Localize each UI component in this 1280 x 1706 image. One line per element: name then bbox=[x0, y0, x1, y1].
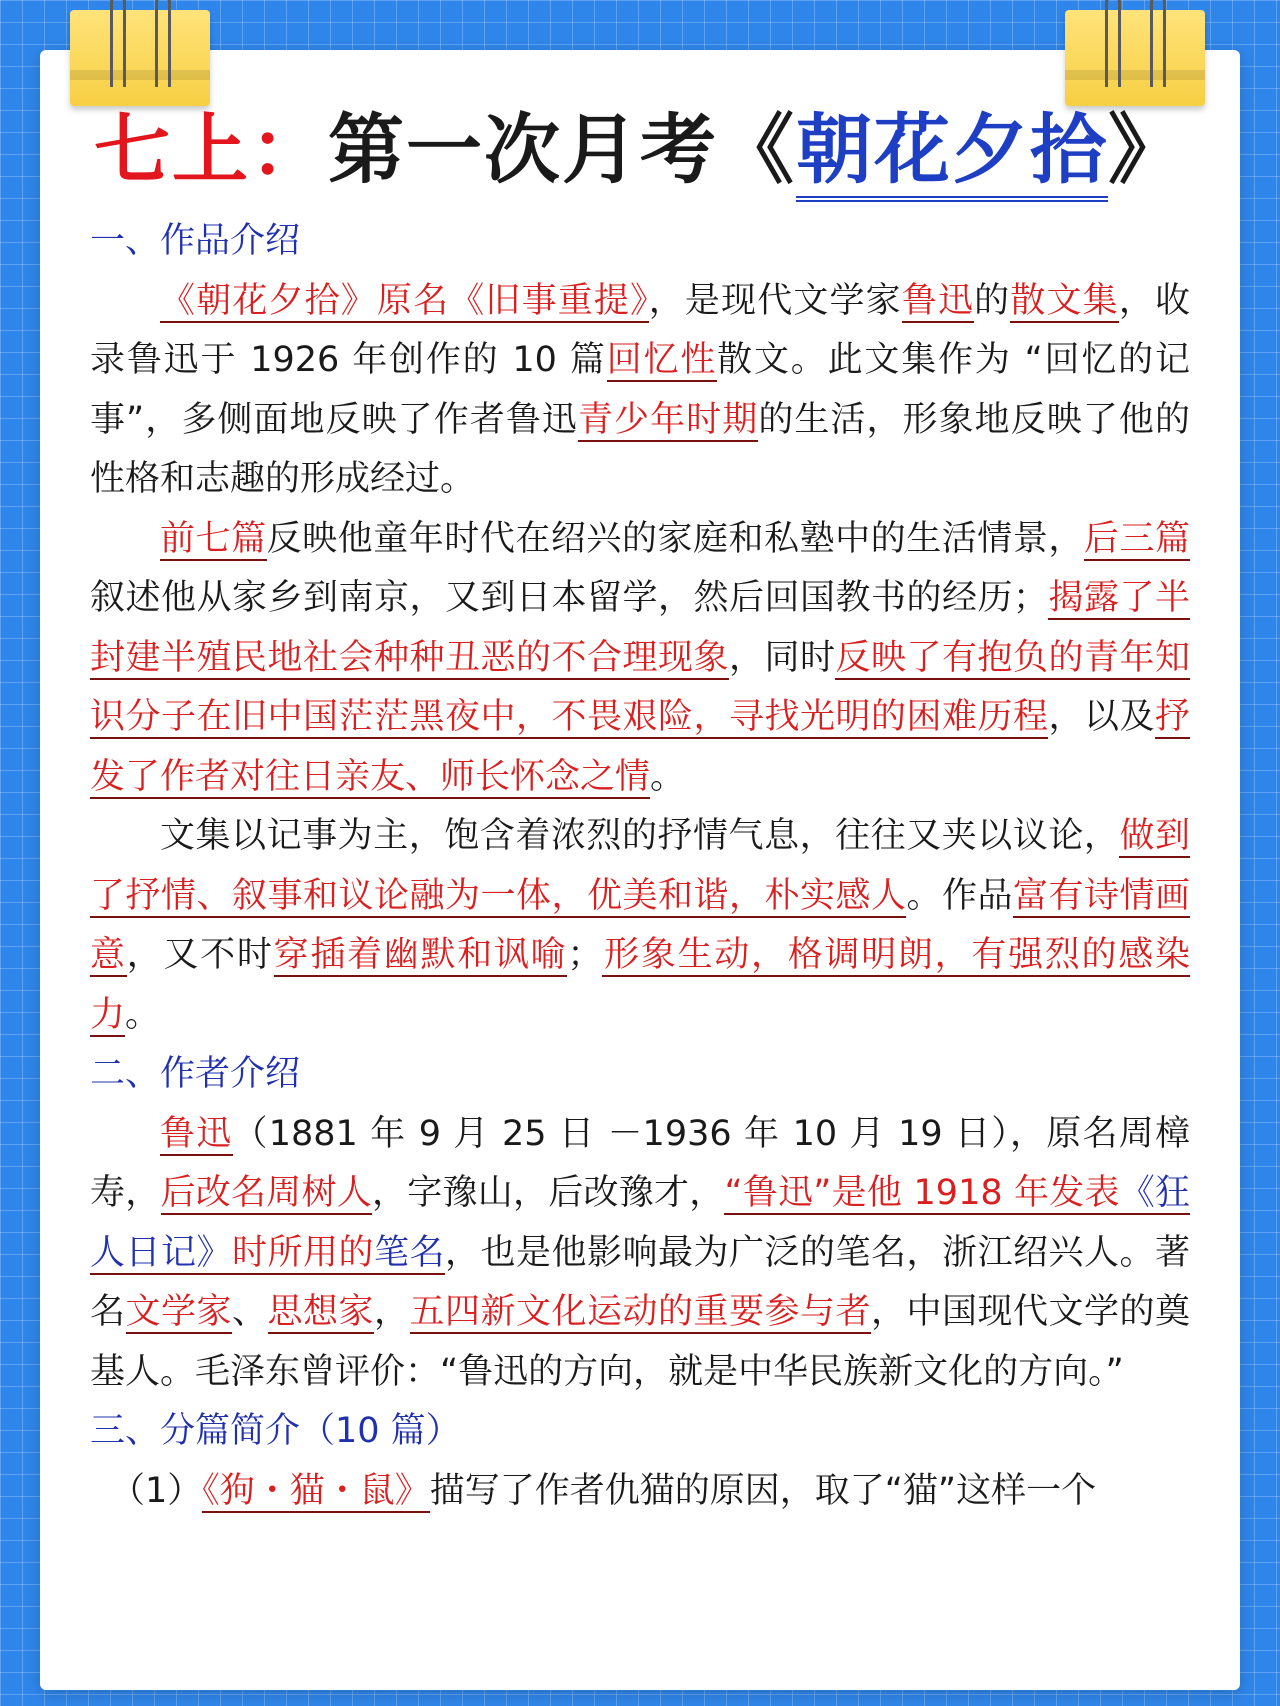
highlight: 做到了抒情、叙事和议论融为一体，优美和谐，朴实感人 bbox=[90, 816, 1190, 916]
text: 的 bbox=[974, 280, 1011, 321]
section-heading-author: 二、作者介绍 bbox=[90, 1054, 301, 1094]
paragraph-work-intro bbox=[90, 272, 1190, 510]
highlight: 文学家 bbox=[125, 1292, 232, 1332]
clip-wire bbox=[1150, 0, 1166, 87]
paragraph-work-style bbox=[90, 807, 1190, 1045]
page-title bbox=[0, 100, 1280, 200]
highlight-blue: 《狂人日记》 bbox=[90, 1173, 1190, 1273]
clip-wire bbox=[155, 0, 171, 87]
title-book: 朝花夕拾 bbox=[796, 105, 1108, 202]
title-grade: 七上： bbox=[94, 105, 328, 194]
highlight: 后三篇 bbox=[1083, 518, 1190, 559]
text: 描写了作者仇猫的原因，取了“猫”这样一个 bbox=[429, 1470, 1097, 1511]
document-body bbox=[90, 212, 1190, 1521]
text: ； bbox=[567, 935, 603, 975]
highlight: 富有诗情画意 bbox=[90, 875, 1190, 975]
chapter-item bbox=[90, 1462, 1190, 1522]
text: ，同时 bbox=[728, 637, 836, 678]
text: 文集以记事为主，饱含着浓烈的抒情气息，往往又夹以议论， bbox=[160, 816, 1120, 856]
text: ，中国现代文学的奠基人。毛泽东曾评价：“鲁迅的方向，就是中华民族新文化的方向。” bbox=[90, 1292, 1190, 1392]
title-quote-open: 《 bbox=[718, 105, 796, 194]
highlight: 回忆性 bbox=[606, 340, 718, 380]
text: ，又不时 bbox=[126, 935, 274, 975]
highlight: 反映了有抱负的青年知识分子在旧中国茫茫黑夜中，不畏艰险，寻找光明的困难历程 bbox=[90, 637, 1190, 737]
text: ，以及 bbox=[1048, 697, 1155, 737]
highlight: 形象生动，格调明朗，有强烈的感染力 bbox=[90, 935, 1190, 1035]
highlight: 思想家 bbox=[267, 1292, 374, 1332]
highlight: 《狗・猫・鼠》 bbox=[202, 1470, 430, 1511]
highlight: 前七篇 bbox=[160, 518, 267, 559]
highlight: “鲁迅”是他 1918 年发表 bbox=[724, 1173, 1120, 1213]
highlight-blue: 笔名 bbox=[374, 1232, 445, 1273]
binder-clip-left bbox=[70, 0, 210, 110]
highlight: 散文集 bbox=[1010, 280, 1119, 321]
highlight: 穿插着幽默和讽喻 bbox=[273, 935, 568, 975]
clip-tab bbox=[70, 10, 210, 106]
text: ，收录鲁迅于 1926 年创作的 10 篇 bbox=[90, 280, 1190, 380]
highlight: 鲁迅 bbox=[901, 280, 975, 321]
text: 。 bbox=[125, 994, 161, 1035]
clip-wire bbox=[1105, 0, 1121, 87]
text: （1881 年 9 月 25 日 －1936 年 10 月 19 日），原名周樟寿， bbox=[90, 1113, 1190, 1213]
text: 。 bbox=[650, 756, 686, 797]
text: ，字豫山，后改豫才， bbox=[371, 1173, 725, 1213]
highlight: 青少年时期 bbox=[578, 399, 759, 440]
text: ，是现代文学家 bbox=[648, 280, 902, 321]
text: ，也是他影响最为广泛的笔名，浙江绍兴人。著名 bbox=[90, 1232, 1190, 1332]
text: 反映他童年时代在绍兴的家庭和私塾中的生活情景， bbox=[266, 518, 1084, 559]
clip-tab bbox=[1065, 10, 1205, 106]
highlight: 揭露了半封建半殖民地社会种种丑恶的不合理现象 bbox=[90, 578, 1190, 678]
text: ， bbox=[374, 1292, 410, 1332]
highlight: 鲁迅 bbox=[160, 1113, 233, 1154]
binder-clip-right bbox=[1065, 0, 1205, 110]
section-heading-chapters: 三、分篇简介（10 篇） bbox=[90, 1411, 461, 1451]
text: 叙述他从家乡到南京，又到日本留学，然后回国教书的经历； bbox=[90, 578, 1048, 618]
highlight: 抒发了作者对往日亲友、师长怀念之情 bbox=[90, 697, 1190, 797]
paragraph-work-structure bbox=[90, 510, 1190, 808]
section-heading-work: 一、作品介绍 bbox=[90, 221, 301, 261]
paragraph-author bbox=[90, 1105, 1190, 1403]
highlight: 时所用的 bbox=[232, 1232, 374, 1273]
text: 散文。此文集作为 “回忆的记事”，多侧面地反映了作者鲁迅 bbox=[90, 340, 1190, 440]
text: 、 bbox=[232, 1292, 268, 1332]
highlight: 《朝花夕拾》原名《旧事重提》 bbox=[160, 280, 649, 321]
highlight: 后改名周树人 bbox=[160, 1173, 372, 1213]
clip-wire bbox=[110, 0, 126, 87]
item-number: （1） bbox=[110, 1470, 203, 1511]
title-exam: 第一次月考 bbox=[328, 105, 718, 194]
text: 的生活，形象地反映了他的性格和志趣的形成经过。 bbox=[90, 399, 1190, 499]
highlight: 五四新文化运动的重要参与者 bbox=[409, 1292, 871, 1332]
title-quote-close: 》 bbox=[1108, 105, 1186, 194]
text: 。作品 bbox=[906, 875, 1013, 916]
